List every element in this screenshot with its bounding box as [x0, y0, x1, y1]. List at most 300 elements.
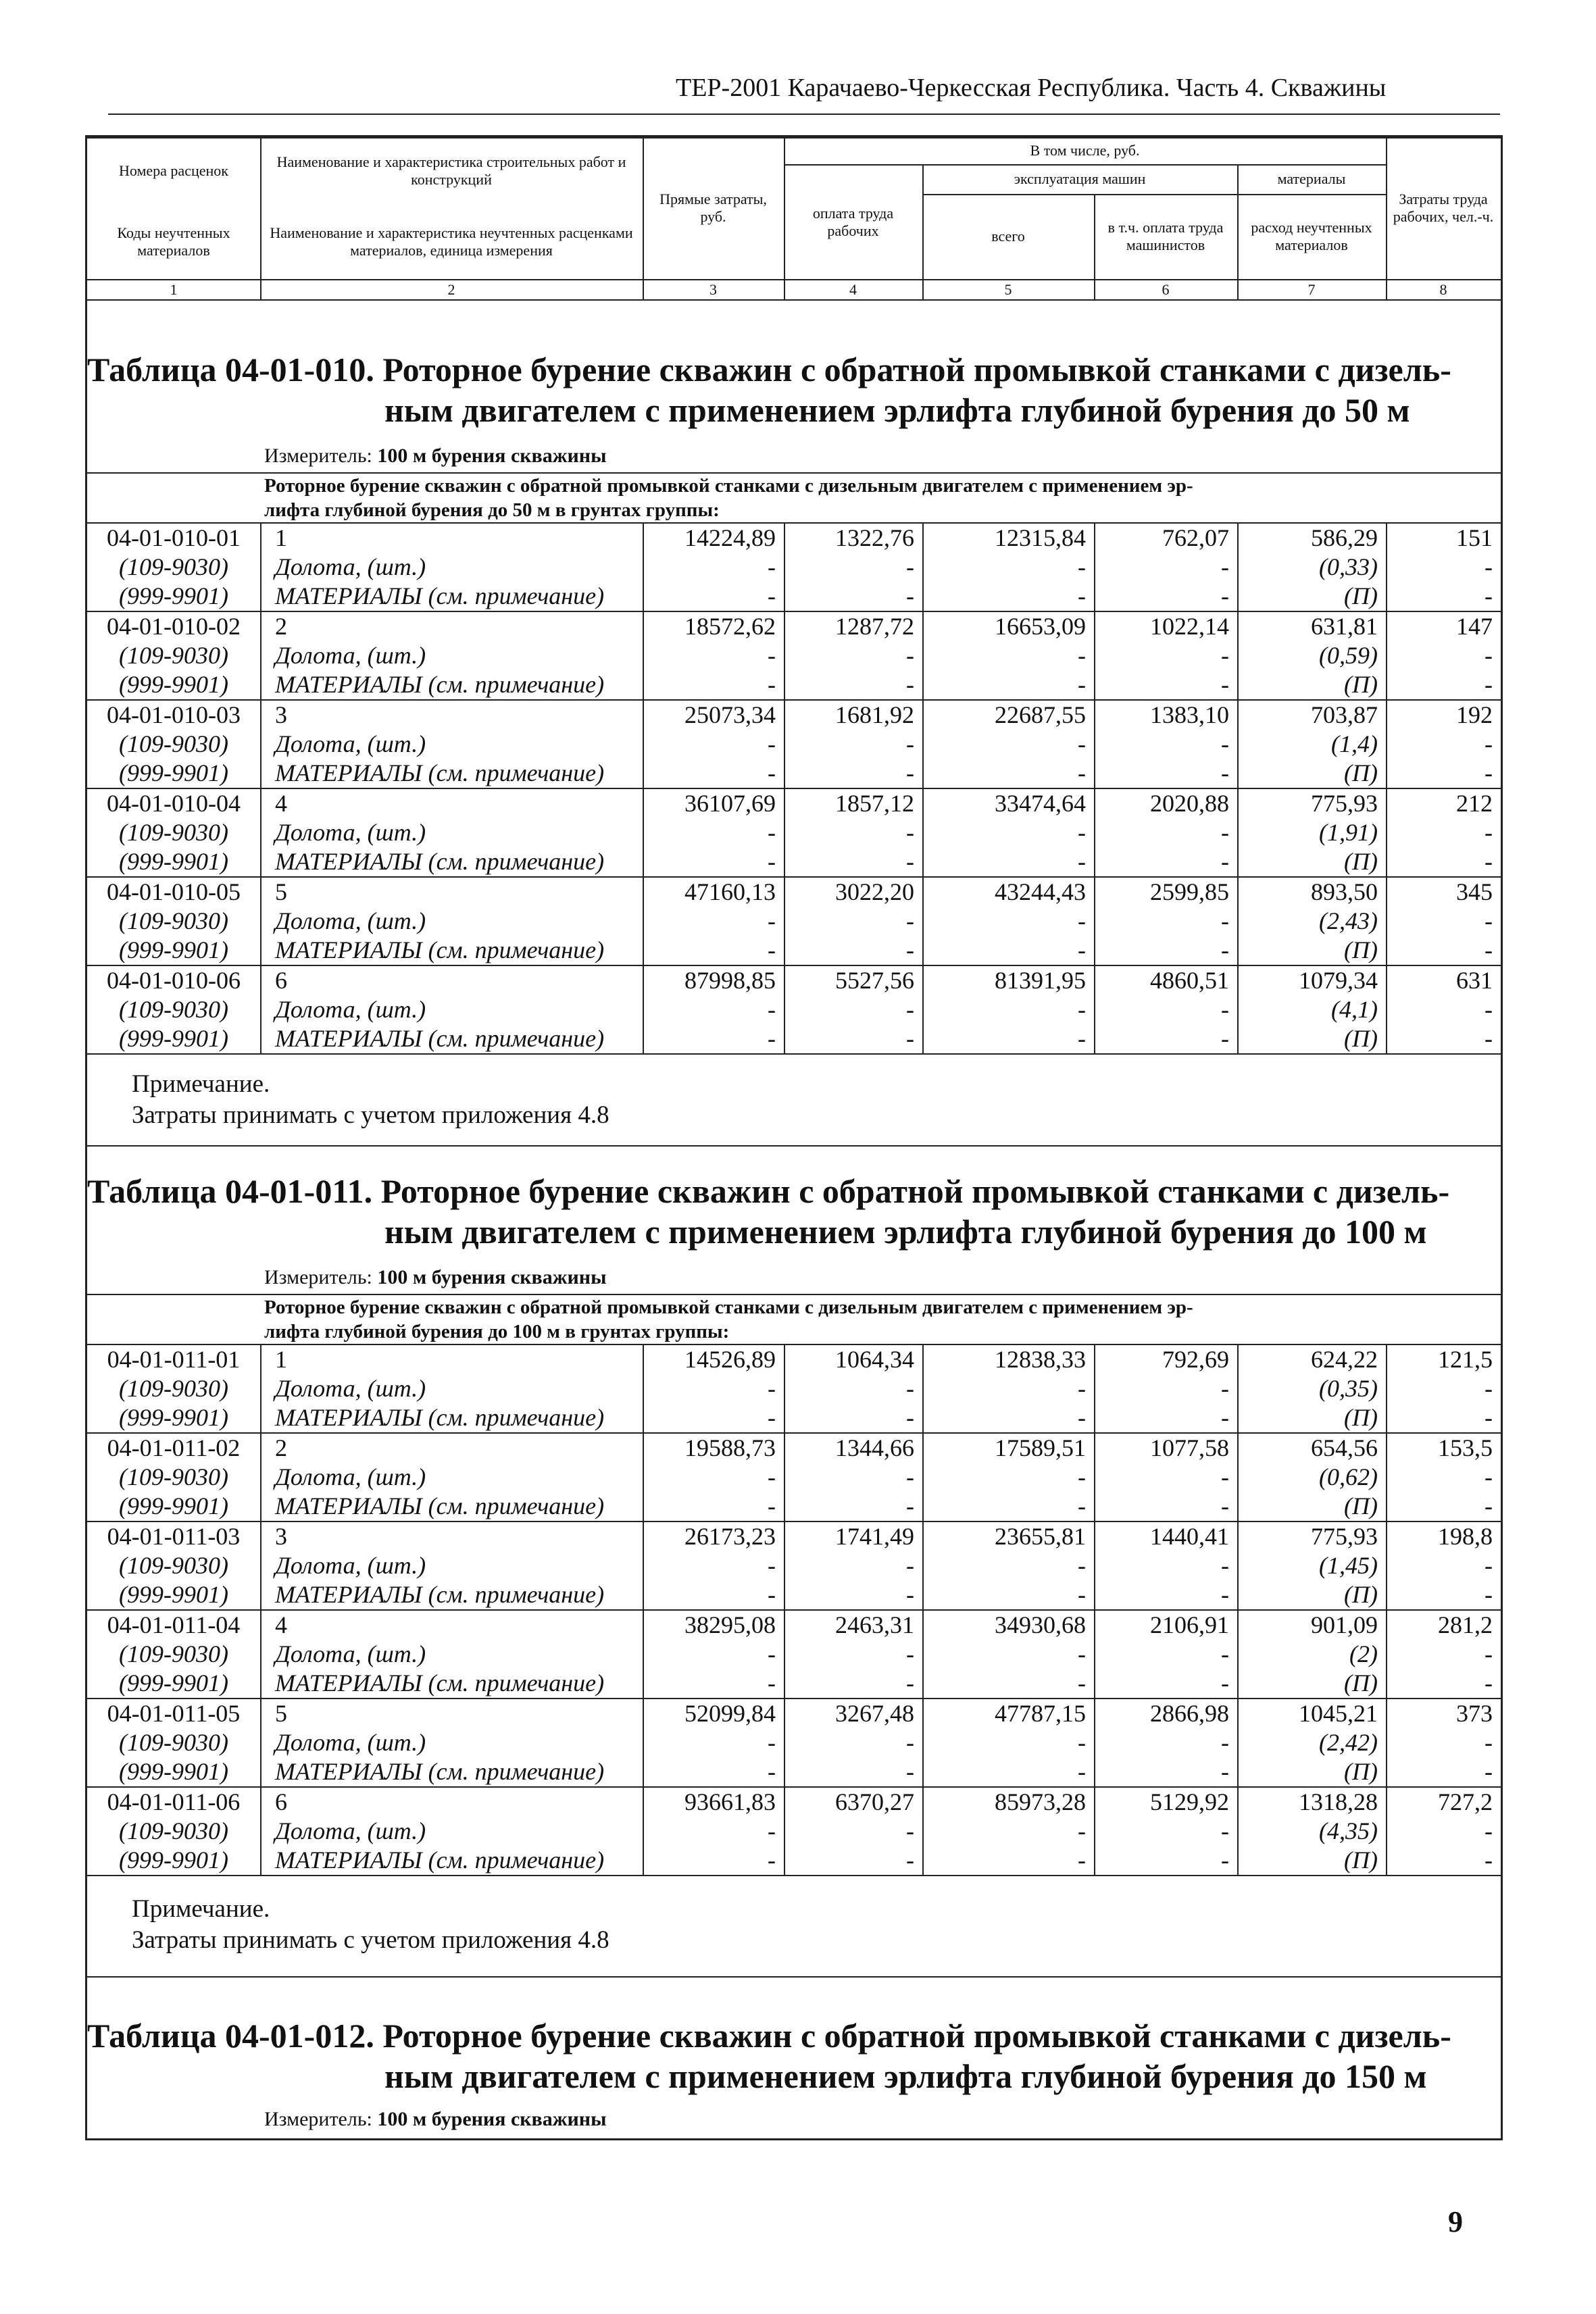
cell: -: [1221, 759, 1229, 786]
cell: 703,87: [1311, 701, 1378, 728]
cell: 3267,48: [835, 1700, 914, 1727]
cell: -: [768, 1375, 776, 1402]
col-direct-header: Прямые затраты, руб.: [659, 191, 767, 225]
cell: 3: [275, 701, 287, 728]
cell: -: [906, 1817, 914, 1844]
cell: -: [1078, 907, 1086, 934]
cell: Долота, (шт.): [275, 819, 426, 846]
note-text-010: Затраты принимать с учетом приложения 4.8: [132, 1101, 609, 1129]
cell: -: [1078, 730, 1086, 757]
table-row: [87, 670, 1501, 699]
cell: -: [1485, 996, 1493, 1023]
cell: -: [1485, 1817, 1493, 1844]
cell: -: [768, 1846, 776, 1873]
cell: -: [1078, 759, 1086, 786]
cell: (999-9901): [119, 848, 228, 875]
cell: 52099,84: [684, 1700, 776, 1727]
cell: 04-01-010-06: [107, 967, 241, 994]
col-num-6: 6: [1162, 281, 1170, 298]
cell: 14526,89: [684, 1346, 776, 1373]
cell: (109-9030): [119, 1552, 228, 1579]
cell: (109-9030): [119, 1463, 228, 1490]
cell: 04-01-011-06: [107, 1788, 241, 1815]
col-num-3: 3: [709, 281, 717, 298]
cell: (2,42): [1319, 1729, 1378, 1756]
cell: -: [768, 759, 776, 786]
rate-block: [87, 1699, 1501, 1788]
cell: (П): [1344, 1492, 1378, 1519]
cell: 151: [1456, 524, 1493, 551]
cell: 1022,14: [1150, 613, 1229, 640]
cell: -: [906, 1669, 914, 1696]
cell: -: [1078, 848, 1086, 875]
cell: 5527,56: [835, 967, 914, 994]
cell: 04-01-010-02: [107, 613, 241, 640]
cell: -: [906, 1404, 914, 1431]
cell: (109-9030): [119, 730, 228, 757]
cell: -: [1078, 1375, 1086, 1402]
table-row: [87, 1580, 1501, 1609]
cell: 775,93: [1311, 1523, 1378, 1550]
cell: -: [1078, 936, 1086, 963]
rate-block: [87, 1434, 1501, 1522]
cell: 2: [275, 613, 287, 640]
measure-010: Измеритель: 100 м бурения скважины: [264, 445, 607, 467]
cell: -: [906, 1492, 914, 1519]
cell: 34930,68: [995, 1611, 1086, 1638]
cell: 85973,28: [995, 1788, 1086, 1815]
cell: -: [768, 1729, 776, 1756]
cell: (4,35): [1319, 1817, 1378, 1844]
cell: -: [1221, 1846, 1229, 1873]
cell: 901,09: [1311, 1611, 1378, 1638]
cell: (109-9030): [119, 1375, 228, 1402]
cell: -: [768, 1669, 776, 1696]
cell: -: [906, 1758, 914, 1785]
cell: 2463,31: [835, 1611, 914, 1638]
cell: -: [1485, 1463, 1493, 1490]
table-row: [87, 1788, 1501, 1817]
table-row: [87, 1669, 1501, 1698]
cell: (0,33): [1319, 553, 1378, 580]
cell: -: [906, 907, 914, 934]
table-title-011-line2: ным двигателем с применением эрлифта глубиной бурения до 100 м: [384, 1213, 1427, 1251]
cell: -: [768, 1640, 776, 1667]
cell: 345: [1456, 878, 1493, 905]
cell: 87998,85: [684, 967, 776, 994]
col-num-4: 4: [849, 281, 857, 298]
cell: -: [1485, 1404, 1493, 1431]
col-labor-header: оплата труда рабочих: [812, 205, 894, 239]
col-num-2: 2: [447, 281, 455, 298]
cell: МАТЕРИАЛЫ (см. примечание): [275, 582, 605, 609]
cell: МАТЕРИАЛЫ (см. примечание): [275, 1025, 605, 1052]
cell: (2,43): [1319, 907, 1378, 934]
cell: Долота, (шт.): [275, 642, 426, 669]
cell: МАТЕРИАЛЫ (см. примечание): [275, 759, 605, 786]
table-row: [87, 582, 1501, 611]
cell: -: [768, 1817, 776, 1844]
cell: -: [1485, 1492, 1493, 1519]
cell: -: [1485, 1729, 1493, 1756]
cell: -: [768, 1581, 776, 1608]
table-row: [87, 1611, 1501, 1640]
rate-block: [87, 789, 1501, 878]
table-row: [87, 1345, 1501, 1374]
cell: 4: [275, 1611, 287, 1638]
table-row: [87, 1403, 1501, 1432]
cell: -: [1485, 1640, 1493, 1667]
cell: (П): [1344, 1669, 1378, 1696]
cell: -: [906, 936, 914, 963]
cell: -: [906, 1025, 914, 1052]
table-row: [87, 995, 1501, 1024]
cell: -: [1485, 642, 1493, 669]
cell: -: [1078, 1581, 1086, 1608]
table-row: [87, 641, 1501, 670]
cell: Долота, (шт.): [275, 1375, 426, 1402]
cell: -: [768, 1758, 776, 1785]
col-drivers-header: в т.ч. оплата труда машинистов: [1107, 219, 1224, 253]
table-row: [87, 1492, 1501, 1521]
cell: 04-01-010-01: [107, 524, 241, 551]
cell: 654,56: [1311, 1434, 1378, 1461]
cell: (109-9030): [119, 553, 228, 580]
rates-table-011: [87, 1294, 1501, 1876]
cell: (109-9030): [119, 1729, 228, 1756]
table-row: [87, 553, 1501, 582]
cell: -: [906, 642, 914, 669]
table-row: [87, 789, 1501, 818]
cell: (1,4): [1331, 730, 1378, 757]
cell: (П): [1344, 1846, 1378, 1873]
rate-block: [87, 701, 1501, 789]
cell: -: [1221, 1025, 1229, 1052]
cell: -: [1485, 936, 1493, 963]
table-row: [87, 524, 1501, 553]
table-row: [87, 612, 1501, 641]
cell: 147: [1456, 613, 1493, 640]
cell: -: [1078, 582, 1086, 609]
cell: -: [1221, 1817, 1229, 1844]
cell: (П): [1344, 759, 1378, 786]
cell: МАТЕРИАЛЫ (см. примечание): [275, 1669, 605, 1696]
cell: -: [1485, 1758, 1493, 1785]
cell: (999-9901): [119, 1846, 228, 1873]
cell: (П): [1344, 1404, 1378, 1431]
cell: (999-9901): [119, 936, 228, 963]
cell: (999-9901): [119, 1025, 228, 1052]
rates-body: [87, 1345, 1501, 1876]
cell: -: [1221, 642, 1229, 669]
cell: МАТЕРИАЛЫ (см. примечание): [275, 936, 605, 963]
table-row: [87, 907, 1501, 936]
cell: Долота, (шт.): [275, 1463, 426, 1490]
cell: -: [1485, 848, 1493, 875]
cell: -: [1078, 1758, 1086, 1785]
cell: -: [1221, 671, 1229, 698]
table-row: [87, 847, 1501, 876]
page-header: ТЕР-2001 Карачаево-Черкесская Республика. Часть 4. Скважины: [676, 74, 1387, 102]
cell: 04-01-010-03: [107, 701, 241, 728]
cell: 1322,76: [835, 524, 914, 551]
cell: 1344,66: [835, 1434, 914, 1461]
cell: (109-9030): [119, 996, 228, 1023]
cell: -: [1221, 1552, 1229, 1579]
cell: 727,2: [1438, 1788, 1493, 1815]
cell: -: [768, 1492, 776, 1519]
cell: 1440,41: [1150, 1523, 1229, 1550]
cell: -: [1221, 553, 1229, 580]
cell: -: [906, 1375, 914, 1402]
cell: -: [1221, 1492, 1229, 1519]
cell: 192: [1456, 701, 1493, 728]
cell: 36107,69: [684, 790, 776, 817]
table-row: [87, 1817, 1501, 1846]
cell: 04-01-011-02: [107, 1434, 241, 1461]
cell: 18572,62: [684, 613, 776, 640]
cell: МАТЕРИАЛЫ (см. примечание): [275, 1581, 605, 1608]
rate-block: [87, 1522, 1501, 1611]
cell: -: [1078, 1729, 1086, 1756]
cell: 153,5: [1438, 1434, 1493, 1461]
cell: -: [1221, 1640, 1229, 1667]
cell: 4860,51: [1150, 967, 1229, 994]
cell: (0,62): [1319, 1463, 1378, 1490]
cell: (П): [1344, 671, 1378, 698]
cell: МАТЕРИАЛЫ (см. примечание): [275, 848, 605, 875]
cell: (999-9901): [119, 582, 228, 609]
cell: (999-9901): [119, 759, 228, 786]
cell: Долота, (шт.): [275, 1729, 426, 1756]
cell: -: [906, 671, 914, 698]
cell: (П): [1344, 1025, 1378, 1052]
cell: -: [768, 730, 776, 757]
note-title-011: Примечание.: [132, 1895, 270, 1923]
cell: (109-9030): [119, 642, 228, 669]
cell: 43244,43: [995, 878, 1086, 905]
cell: 22687,55: [995, 701, 1086, 728]
cell: -: [906, 759, 914, 786]
cell: 1077,58: [1150, 1434, 1229, 1461]
cell: -: [1221, 819, 1229, 846]
cell: -: [906, 582, 914, 609]
cell: -: [1485, 819, 1493, 846]
cell: -: [1485, 759, 1493, 786]
table-row: [87, 878, 1501, 907]
cell: -: [1078, 1817, 1086, 1844]
cell: -: [768, 1404, 776, 1431]
cell: -: [768, 553, 776, 580]
cell: 775,93: [1311, 790, 1378, 817]
cell: 5129,92: [1150, 1788, 1229, 1815]
cell: 762,07: [1162, 524, 1229, 551]
col-codes-header: Номера расценок: [119, 162, 228, 179]
col-material-name-header: Наименование и характеристика неучтенных расценками материалов, единица измерения: [270, 224, 633, 259]
cell: (0,59): [1319, 642, 1378, 669]
cell: (109-9030): [119, 819, 228, 846]
cell: Долота, (шт.): [275, 1640, 426, 1667]
cell: МАТЕРИАЛЫ (см. примечание): [275, 1758, 605, 1785]
col-num-7: 7: [1307, 281, 1316, 298]
measure-011: Измеритель: 100 м бурения скважины: [264, 1266, 607, 1288]
table-title-010-line2: ным двигателем с применением эрлифта глубиной бурения до 50 м: [384, 391, 1410, 429]
cell: (109-9030): [119, 907, 228, 934]
col-name-header: Наименование и характеристика строительных работ и конструкций: [276, 153, 626, 188]
cell: -: [768, 936, 776, 963]
document-frame: [85, 135, 1503, 2140]
table-row: [87, 936, 1501, 965]
cell: -: [1078, 1025, 1086, 1052]
cell: -: [906, 730, 914, 757]
cell: -: [1221, 582, 1229, 609]
cell: 631: [1456, 967, 1493, 994]
cell: -: [1221, 1669, 1229, 1696]
cell: 2020,88: [1150, 790, 1229, 817]
cell: 893,50: [1311, 878, 1378, 905]
cell: 1857,12: [835, 790, 914, 817]
cell: Долота, (шт.): [275, 1817, 426, 1844]
cell: -: [1078, 1846, 1086, 1873]
table-row: [87, 1463, 1501, 1492]
cell: 38295,08: [684, 1611, 776, 1638]
cell: -: [1078, 671, 1086, 698]
cell: 5: [275, 1700, 287, 1727]
cell: -: [1078, 819, 1086, 846]
cell: (П): [1344, 582, 1378, 609]
cell: -: [1485, 671, 1493, 698]
cell: -: [906, 1846, 914, 1873]
cell: 1: [275, 524, 287, 551]
cell: МАТЕРИАЛЫ (см. примечание): [275, 671, 605, 698]
cell: Долота, (шт.): [275, 553, 426, 580]
cell: Долота, (шт.): [275, 907, 426, 934]
cell: 47160,13: [684, 878, 776, 905]
table-row: [87, 1434, 1501, 1463]
cell: -: [1485, 582, 1493, 609]
cell: 17589,51: [995, 1434, 1086, 1461]
cell: 2599,85: [1150, 878, 1229, 905]
cell: 1741,49: [835, 1523, 914, 1550]
cell: 281,2: [1438, 1611, 1493, 1638]
cell: 12315,84: [995, 524, 1086, 551]
cell: (109-9030): [119, 1817, 228, 1844]
cell: 33474,64: [995, 790, 1086, 817]
cell: -: [768, 848, 776, 875]
cell: 212: [1456, 790, 1493, 817]
cell: -: [1485, 730, 1493, 757]
cell: 1079,34: [1299, 967, 1378, 994]
cell: 6: [275, 1788, 287, 1815]
cell: 1681,92: [835, 701, 914, 728]
cell: (П): [1344, 848, 1378, 875]
cell: Долота, (шт.): [275, 730, 426, 757]
table-title-011: Таблица 04-01-011. Роторное бурение скважин с обратной промывкой станками с дизель-: [87, 1172, 1450, 1210]
col-hours-header: Затраты труда рабочих, чел.-ч.: [1393, 191, 1494, 225]
cell: МАТЕРИАЛЫ (см. примечание): [275, 1492, 605, 1519]
cell: (109-9030): [119, 1640, 228, 1667]
cell: -: [768, 582, 776, 609]
cell: -: [1221, 996, 1229, 1023]
table-row: [87, 1846, 1501, 1875]
col-materials-header: материалы: [1277, 170, 1346, 187]
cell: -: [1221, 1581, 1229, 1608]
cell: 04-01-010-05: [107, 878, 241, 905]
cell: 81391,95: [995, 967, 1086, 994]
cell: -: [1078, 1669, 1086, 1696]
cell: -: [906, 1552, 914, 1579]
table-title-012: Таблица 04-01-012. Роторное бурение скважин с обратной промывкой станками с дизель-: [87, 2017, 1451, 2055]
cell: 04-01-011-04: [107, 1611, 241, 1638]
cell: 631,81: [1311, 613, 1378, 640]
cell: -: [768, 1463, 776, 1490]
table-row: [87, 730, 1501, 759]
header-rule: [108, 114, 1500, 115]
cell: -: [1485, 1552, 1493, 1579]
cell: -: [906, 996, 914, 1023]
cell: -: [906, 848, 914, 875]
cell: -: [1078, 553, 1086, 580]
page-number: 9: [1448, 2205, 1463, 2238]
table-row: [87, 1522, 1501, 1551]
cell: -: [1221, 1463, 1229, 1490]
cell: 1383,10: [1150, 701, 1229, 728]
table-row: [87, 701, 1501, 730]
cell: (999-9901): [119, 1758, 228, 1785]
cell: -: [1221, 936, 1229, 963]
table-row: [87, 1757, 1501, 1786]
cell: -: [1485, 1375, 1493, 1402]
cell: (999-9901): [119, 671, 228, 698]
table-row: [87, 1551, 1501, 1580]
cell: 624,22: [1311, 1346, 1378, 1373]
cell: (0,35): [1319, 1375, 1378, 1402]
cell: 2: [275, 1434, 287, 1461]
cell: 12838,33: [995, 1346, 1086, 1373]
cell: 1064,34: [835, 1346, 914, 1373]
cell: -: [1078, 642, 1086, 669]
cell: -: [768, 642, 776, 669]
cell: Долота, (шт.): [275, 996, 426, 1023]
cell: 04-01-010-04: [107, 790, 241, 817]
cell: 23655,81: [995, 1523, 1086, 1550]
cell: (1,91): [1319, 819, 1378, 846]
cell: (П): [1344, 936, 1378, 963]
table-row: [87, 818, 1501, 847]
cell: -: [906, 819, 914, 846]
col-incl-header: В том числе, руб.: [1030, 142, 1140, 159]
cell: 198,8: [1438, 1523, 1493, 1550]
table-row: [87, 966, 1501, 995]
cell: 6: [275, 967, 287, 994]
cell: -: [1221, 1404, 1229, 1431]
measure-012: Измеритель: 100 м бурения скважины: [264, 2108, 607, 2130]
cell: (999-9901): [119, 1492, 228, 1519]
rates-table-010: [87, 472, 1501, 1055]
group-caption: Роторное бурение скважин с обратной промывкой станками с дизельным двигателем с применением эр- лифта глубиной бурения до 100 м в грунтах группы:: [87, 1294, 1501, 1345]
table-row: [87, 1024, 1501, 1053]
rate-block: [87, 1788, 1501, 1876]
cell: -: [1078, 1492, 1086, 1519]
rate-block: [87, 966, 1501, 1055]
cell: -: [1485, 553, 1493, 580]
rate-block: [87, 1345, 1501, 1434]
cell: 373: [1456, 1700, 1493, 1727]
cell: 4: [275, 790, 287, 817]
cell: -: [906, 1463, 914, 1490]
cell: -: [906, 553, 914, 580]
cell: -: [1485, 1025, 1493, 1052]
